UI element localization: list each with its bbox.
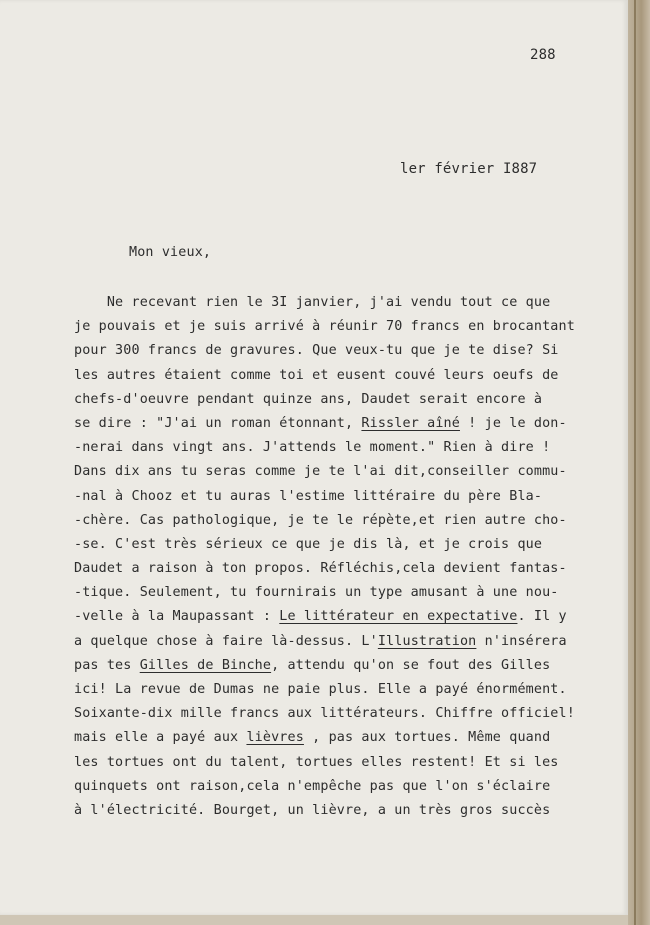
- text-line: [74, 702, 575, 726]
- text-line: [74, 581, 575, 605]
- text-line: [74, 605, 575, 629]
- book-binding: [628, 0, 650, 925]
- text-segment: je pouvais et je suis arrivé à réunir 70 francs en brocantant: [74, 319, 575, 335]
- text-segment: Soixante-dix mille francs aux littérateurs. Chiffre officiel!: [74, 706, 575, 722]
- text-line: [74, 485, 575, 509]
- text-segment: pas tes: [74, 657, 140, 673]
- letter-date: ler février I887: [400, 161, 538, 177]
- text-line: [74, 678, 575, 702]
- text-segment: -se. C'est très sérieux ce que je dis là, et je crois que: [74, 536, 543, 552]
- page-bottom-edge: [0, 915, 628, 925]
- text-segment: Daudet a raison à ton propos. Réfléchis,cela devient fantas-: [74, 561, 567, 577]
- text-segment: les autres étaient comme toi et eusent couvé leurs oeufs de: [74, 367, 559, 383]
- binding-edge: [634, 0, 636, 925]
- text-segment: chefs-d'oeuvre pendant quinze ans, Daudet serait encore à: [74, 391, 543, 407]
- text-line: [74, 364, 575, 388]
- text-segment: se dire : "J'ai un roman étonnant,: [74, 415, 362, 431]
- text-segment: mais elle a payé aux: [74, 730, 247, 746]
- text-line: [74, 726, 575, 750]
- underlined-title: Illustration: [377, 633, 477, 649]
- text-segment: ici! La revue de Dumas ne paie plus. Elle a payé énormément.: [74, 682, 567, 697]
- text-segment: -nal à Chooz et tu auras l'estime littéraire du père Bla-: [74, 488, 543, 504]
- text-segment: -velle à la Maupassant :: [74, 609, 280, 625]
- letter-body: [74, 291, 575, 823]
- underlined-title: Rissler aîné: [361, 415, 460, 431]
- underlined-title: Gilles de Binche: [139, 657, 272, 673]
- text-segment: , pas aux tortues. Même quand: [303, 730, 551, 746]
- text-segment: pour 300 francs de gravures. Que veux-tu que je te dise? Si: [74, 343, 559, 359]
- text-line: [74, 509, 575, 533]
- text-segment: Ne recevant rien le 3I janvier, j'ai vendu tout ce que: [74, 295, 551, 310]
- text-segment: les tortues ont du talent, tortues elles restent! Et si les: [74, 754, 559, 770]
- text-line: [74, 436, 575, 460]
- page-number: 288: [530, 47, 556, 63]
- text-line: [74, 751, 575, 775]
- salutation: Mon vieux,: [129, 245, 212, 260]
- text-line: [74, 315, 575, 339]
- underlined-title: lièvres: [246, 730, 304, 746]
- underlined-title: Le littérateur en expectative: [279, 609, 518, 625]
- text-segment: -chère. Cas pathologique, je te le répète,et rien autre cho-: [74, 512, 567, 528]
- text-line: [74, 799, 575, 823]
- text-segment: Dans dix ans tu seras comme je te l'ai dit,conseiller commu-: [74, 464, 567, 480]
- text-line: [74, 654, 575, 678]
- text-line: [74, 533, 575, 557]
- text-line: [74, 412, 575, 436]
- text-segment: . Il y: [517, 609, 567, 625]
- text-segment: à l'électricité. Bourget, un lièvre, a un très gros succès: [74, 802, 551, 818]
- text-line: [74, 460, 575, 484]
- text-segment: -tique. Seulement, tu fournirais un type amusant à une nou-: [74, 585, 559, 601]
- text-segment: a quelque chose à faire là-dessus. L': [74, 633, 378, 649]
- text-line: [74, 630, 575, 654]
- text-segment: n'insérera: [476, 633, 567, 649]
- text-segment: , attendu qu'on se fout des Gilles: [271, 657, 551, 673]
- text-line: [74, 339, 575, 363]
- text-segment: -nerai dans vingt ans. J'attends le moment." Rien à dire !: [74, 440, 551, 456]
- text-line: [74, 557, 575, 581]
- text-line: [74, 388, 575, 412]
- text-line: [74, 775, 575, 799]
- text-segment: ! je le don-: [459, 415, 567, 431]
- text-segment: quinquets ont raison,cela n'empêche pas que l'on s'éclaire: [74, 778, 551, 794]
- text-line: [74, 291, 575, 315]
